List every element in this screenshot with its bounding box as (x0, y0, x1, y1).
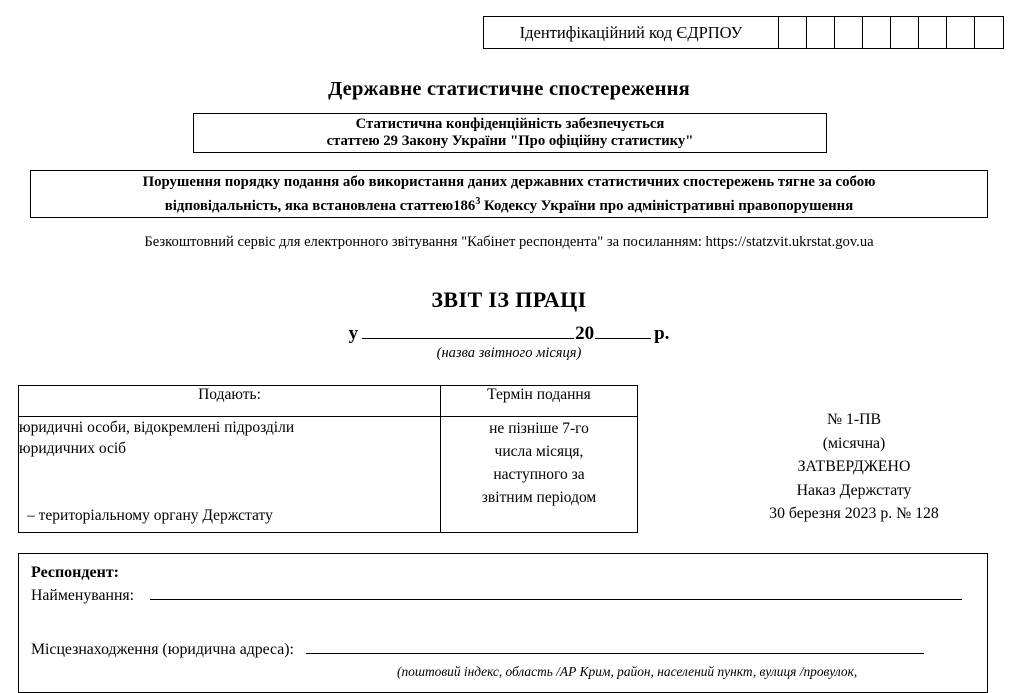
respondent-address-hint: (поштовий індекс, область /АР Крим, район, населений пункт, вулиця /провулок, (397, 663, 858, 679)
respondent-address-label: Місцезнаходження (юридична адреса): (31, 640, 294, 658)
when-line-4: звітним періодом (481, 489, 597, 506)
form-number: № 1-ПВ (826, 411, 882, 428)
year-prefix: 20 (575, 323, 595, 345)
approval-authority: Наказ Держстату (796, 481, 912, 499)
table-header-row (19, 386, 638, 417)
respondent-name-input[interactable] (150, 586, 962, 600)
edrpou-cell[interactable] (779, 17, 807, 48)
violation-notice (30, 170, 988, 218)
confidentiality-line-2: статтею 29 Закону України "Про офіційну статистику" (326, 133, 694, 149)
respondent-name-label: Найменування: (31, 587, 135, 605)
violation-line-2-tail: Кодексу України про адміністративні правопорушення (480, 197, 854, 214)
respondent-heading: Респондент: (31, 564, 119, 581)
edrpou-cell[interactable] (919, 17, 947, 48)
violation-line-1: Порушення порядку подання або використання даних державних статистичних спостережень тягне за собою (142, 173, 876, 190)
approved-label: ЗАТВЕРДЖЕНО (797, 458, 911, 475)
violation-line-2 (165, 192, 853, 216)
approval-block (690, 408, 1018, 526)
electronic-service-line: Безкоштовний сервіс для електронного звітування "Кабінет респондента" за посиланням: https://statzvit.ukrstat.gov.ua (144, 234, 874, 250)
page-title: Державне статистичне спостереження (328, 78, 690, 100)
who-line-3: – територіальному органу Держстату (27, 507, 273, 524)
when-line-2: числа місяця, (494, 443, 584, 460)
submitters-table (18, 385, 638, 533)
report-title: ЗВІТ ІЗ ПРАЦІ (431, 287, 587, 312)
edrpou-code-cells[interactable] (779, 16, 1004, 49)
edrpou-header-row (483, 16, 1004, 49)
report-period-line (0, 320, 1018, 345)
report-period-caption: (назва звітного місяця) (436, 345, 582, 361)
period-prefix: у (348, 323, 359, 345)
who-line-1: юридичні особи, відокремлені підрозділи (19, 419, 295, 436)
violation-line-2-text: відповідальність, яка встановлена статтею186 (164, 197, 476, 214)
edrpou-cell[interactable] (863, 17, 891, 48)
edrpou-label: Ідентифікаційний код ЄДРПОУ (483, 16, 779, 49)
cell-who (19, 417, 441, 533)
who-line-2: юридичних осіб (19, 440, 127, 457)
form-periodicity: (місячна) (822, 434, 886, 452)
edrpou-cell[interactable] (807, 17, 835, 48)
when-line-3: наступного за (493, 466, 585, 483)
respondent-address-row (31, 639, 987, 658)
confidentiality-notice (193, 113, 827, 153)
year-suffix: р. (654, 323, 670, 345)
table-row (19, 417, 638, 533)
edrpou-cell[interactable] (975, 17, 1003, 48)
confidentiality-line-1: Статистична конфіденційність забезпечується (355, 115, 665, 132)
respondent-address-input[interactable] (306, 639, 924, 653)
approval-order-date: 30 березня 2023 р. № 128 (769, 505, 939, 522)
edrpou-cell[interactable] (835, 17, 863, 48)
edrpou-cell[interactable] (891, 17, 919, 48)
edrpou-cell[interactable] (947, 17, 975, 48)
respondent-section (18, 553, 988, 693)
column-header-who: Подають: (19, 386, 441, 417)
column-header-when: Термін подання (441, 386, 638, 417)
article-superscript: 3 (475, 195, 481, 207)
respondent-name-row (31, 586, 987, 605)
cell-when (441, 417, 638, 533)
report-year-input[interactable] (595, 320, 651, 339)
when-line-1: не пізніше 7-го (489, 420, 589, 437)
report-month-input[interactable] (362, 320, 574, 339)
